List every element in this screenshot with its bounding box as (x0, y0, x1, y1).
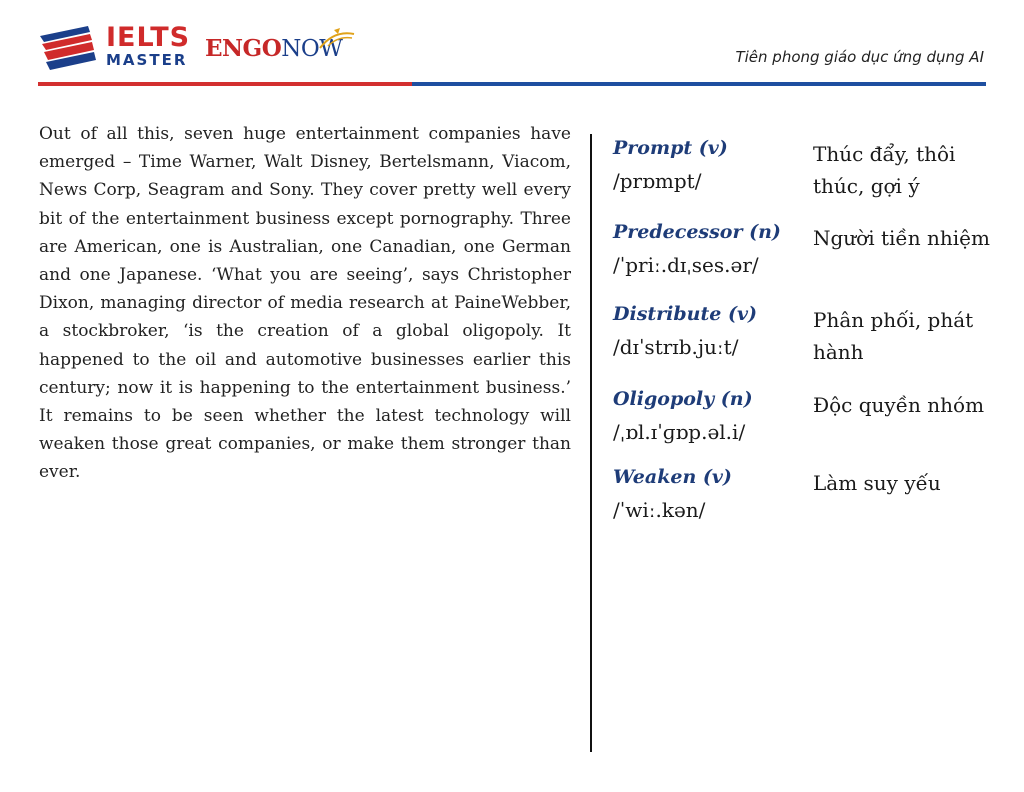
page-header (0, 0, 1024, 90)
reading-passage: Out of all this, seven huge entertainment companies have emerged – Time Warner, Walt Disney, Bertelsmann, Viacom, News Corp, Seagram and Sony. They cover pretty well every bit of the entertainment business except pornography. Three are American, one is Australian, one Canadian, one German and one Japanese. ‘What you are seeing’, says Christopher Dixon, managing director of media research at PaineWebber, a stockbroker, ‘is the creation of a global oligopoly. It happened to the oil and automotive businesses earlier this century; now it is happening to the entertainment business.’ It remains to be seen whether the latest technology will weaken those great companies, or make them stronger than ever. (39, 124, 571, 483)
logo-engo-text: ENGO (205, 35, 282, 62)
vocab-term (613, 134, 808, 198)
vocab-word: Distribute (v) (613, 303, 757, 325)
vocab-meaning: Phân phối, phát hành (813, 308, 974, 364)
vocab-ipa: /dɪˈstrɪb.juːt/ (613, 335, 739, 359)
logo-now-text: NOW (281, 36, 343, 62)
logo-master-text: MASTER (106, 51, 188, 69)
vocab-word: Weaken (v) (613, 466, 732, 488)
vocab-item (613, 385, 1013, 463)
ielts-master-logo-icon (38, 22, 102, 72)
vocab-meaning: Làm suy yếu (813, 471, 941, 495)
vocabulary-list (613, 134, 1013, 533)
vocab-term (613, 218, 808, 282)
engonow-swoosh-icon (318, 26, 356, 52)
header-rule-red (38, 82, 412, 86)
vocab-item (613, 218, 1013, 300)
tagline: Tiên phong giáo dục ứng dụng AI (735, 48, 984, 66)
vocab-ipa: /ˈwiː.kən/ (613, 498, 706, 522)
vocab-item (613, 463, 1013, 533)
logo-ielts-text: IELTS (106, 22, 191, 53)
vocab-ipa: /prɒmpt/ (613, 169, 702, 193)
vocab-ipa: /ˈpriː.dɪˌses.ər/ (613, 253, 759, 277)
vocab-word: Oligopoly (n) (613, 388, 753, 410)
vocab-meaning: Thúc đẩy, thôi thúc, gợi ý (813, 142, 956, 198)
vocab-word: Predecessor (n) (613, 221, 781, 243)
vocab-term (613, 463, 808, 527)
vocab-item (613, 134, 1013, 218)
vocab-item (613, 300, 1013, 385)
vocab-ipa: /ˌɒl.ɪˈɡɒp.əl.i/ (613, 420, 746, 444)
vocab-term (613, 300, 808, 364)
vocab-term (613, 385, 808, 449)
header-rule-blue (412, 82, 986, 86)
column-divider (590, 134, 592, 752)
vocab-word: Prompt (v) (613, 137, 728, 159)
vocab-meaning: Người tiền nhiệm (813, 226, 990, 250)
vocab-meaning: Độc quyền nhóm (813, 393, 985, 417)
